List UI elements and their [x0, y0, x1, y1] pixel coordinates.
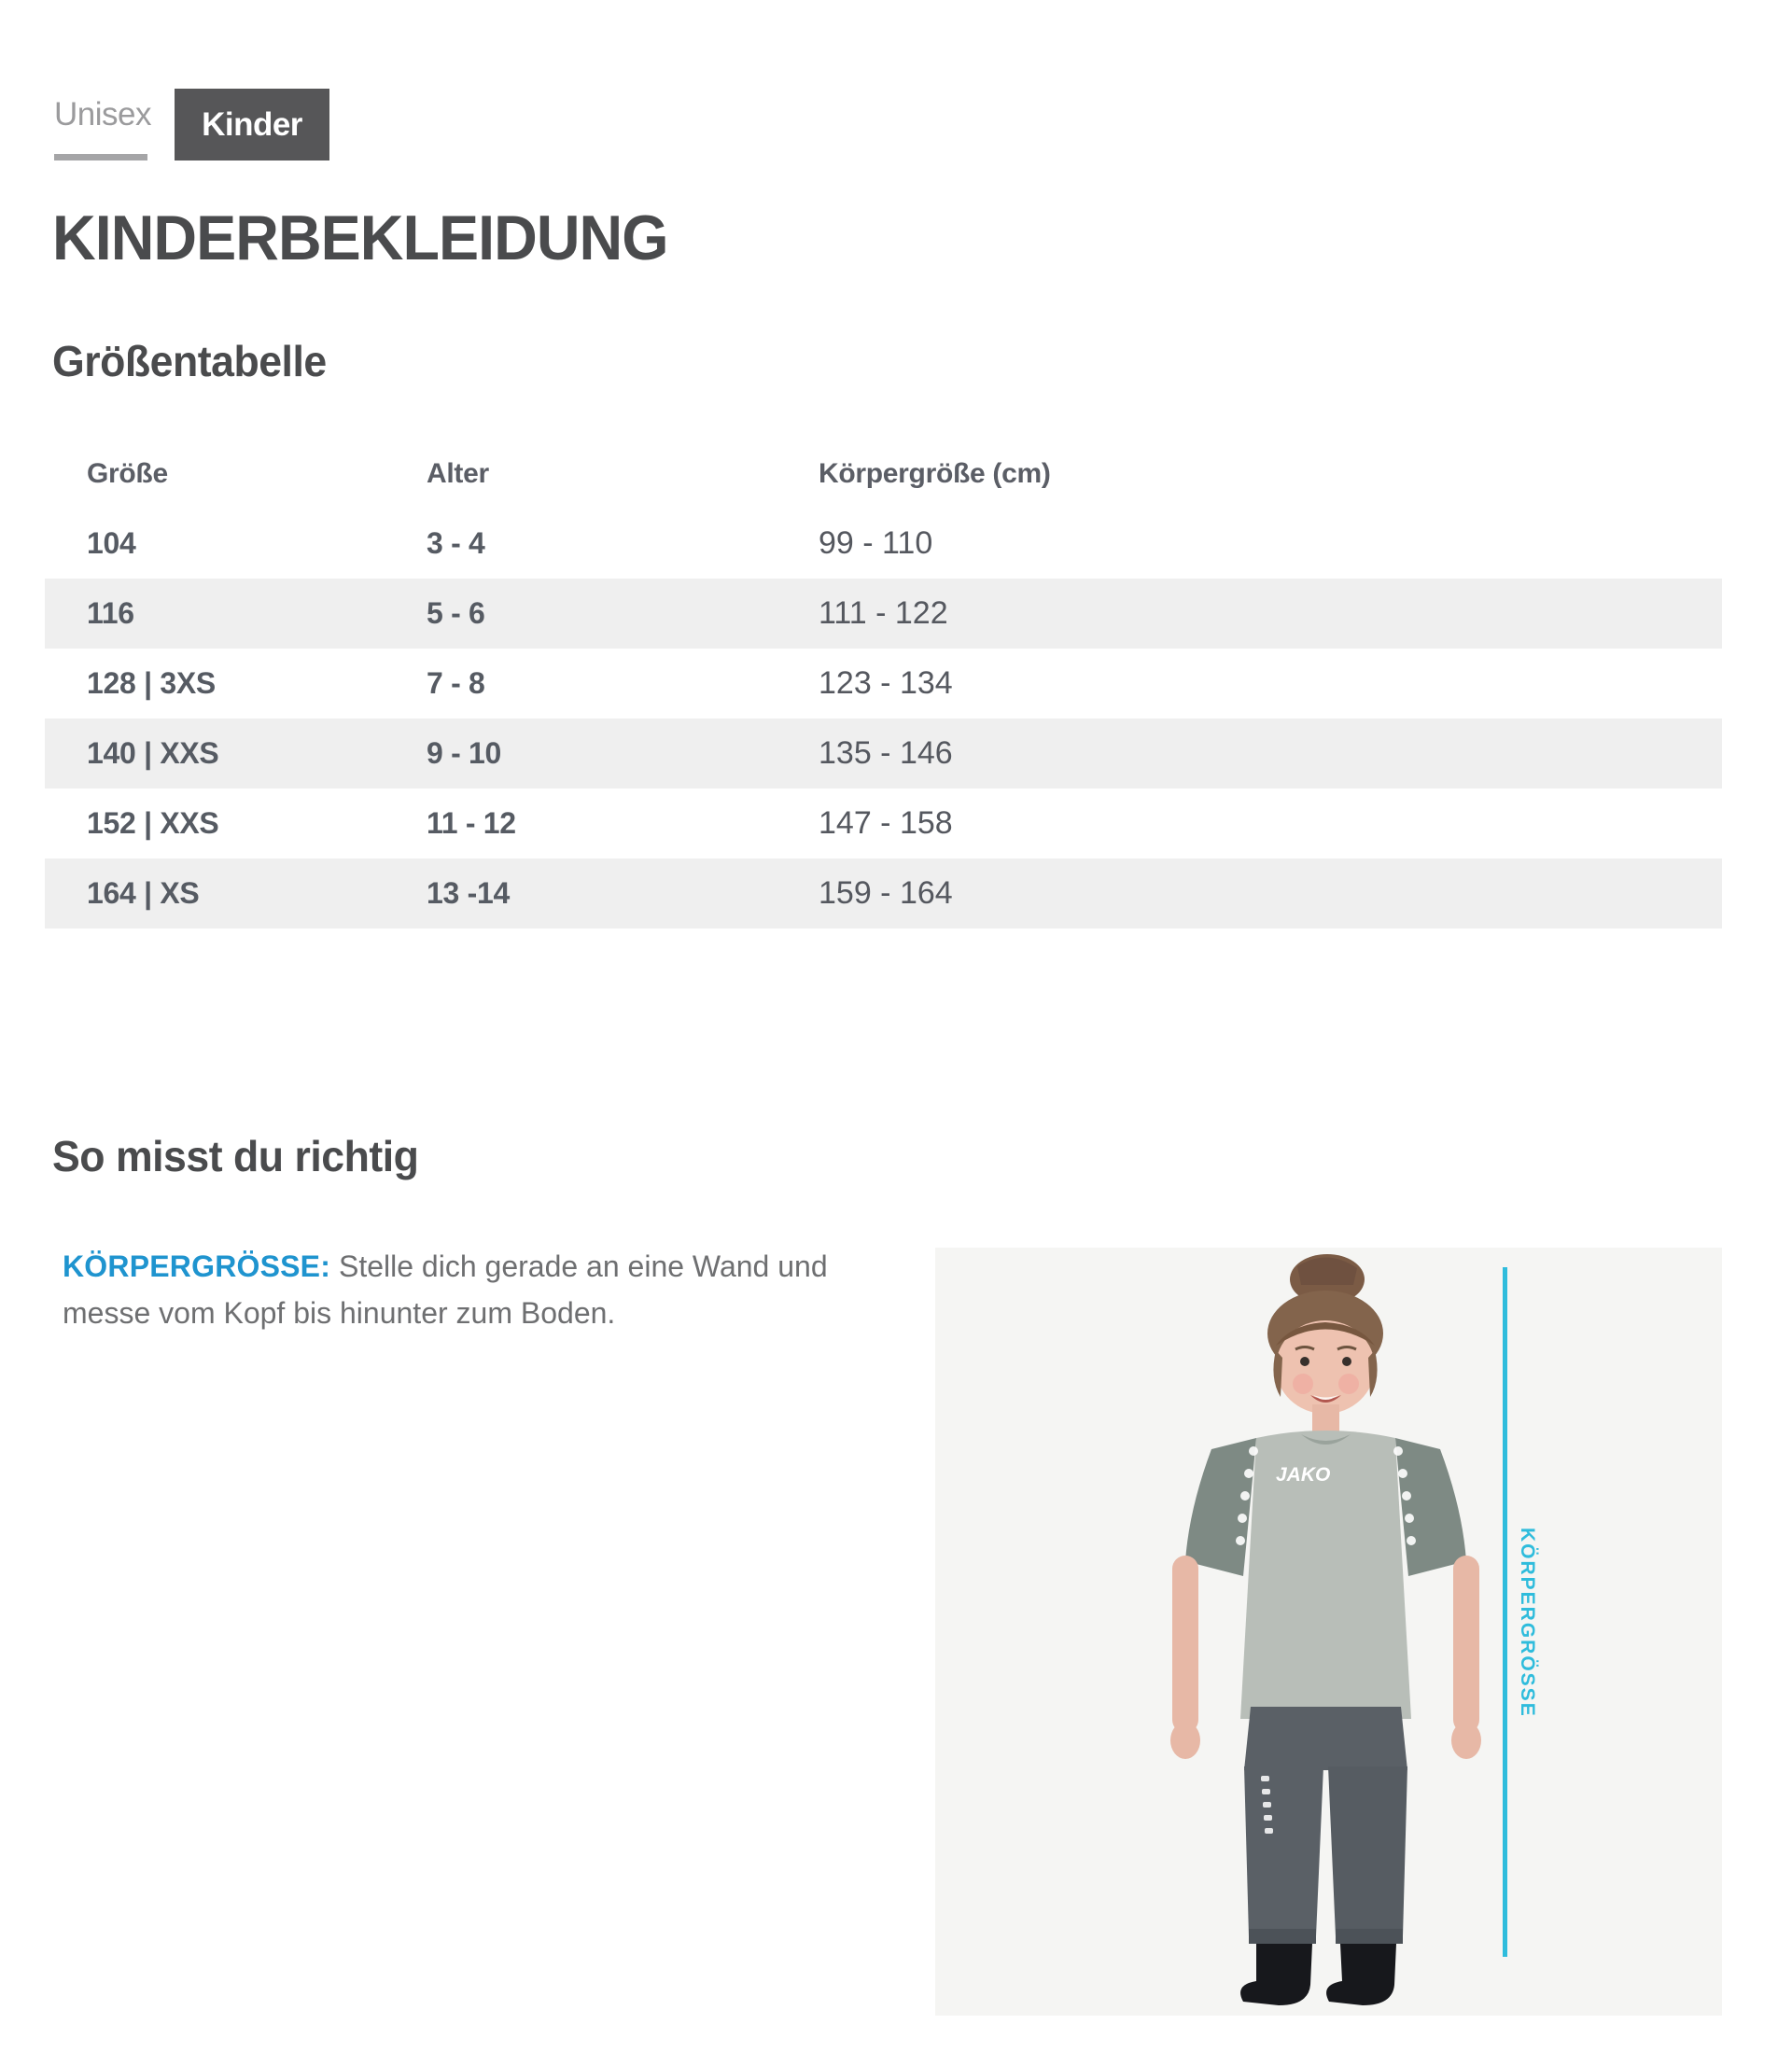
table-row [45, 649, 1722, 719]
tab-unisex[interactable]: Unisex [54, 96, 151, 133]
cell-alter: 5 - 6 [427, 596, 485, 630]
column-header-koerpergroesse: Körpergröße (cm) [819, 457, 1051, 489]
child-photo [935, 1248, 1722, 2016]
size-table [45, 439, 1722, 928]
table-row [45, 789, 1722, 859]
measure-description: Stelle dich gerade an eine Wand und messe vom Kopf bis hinunter zum Boden. [63, 1249, 828, 1330]
cell-koerpergroesse: 135 - 146 [819, 735, 953, 771]
table-row [45, 859, 1722, 928]
measure-label: KÖRPERGRÖSSE: [63, 1249, 331, 1283]
page-title: KINDERBEKLEIDUNG [52, 202, 668, 273]
measure-illustration [935, 1248, 1722, 2016]
measure-paragraph [63, 1243, 837, 1336]
cell-koerpergroesse: 123 - 134 [819, 665, 953, 701]
cell-alter: 3 - 4 [427, 526, 485, 560]
size-table-heading: Größentabelle [52, 337, 327, 385]
shirt-logo: JAKO [1276, 1464, 1331, 1486]
table-row [45, 719, 1722, 789]
column-header-groesse: Größe [87, 457, 168, 489]
cell-groesse: 152 | XXS [87, 806, 219, 840]
cell-koerpergroesse: 147 - 158 [819, 805, 953, 841]
cell-groesse: 164 | XS [87, 876, 200, 910]
cell-koerpergroesse: 99 - 110 [819, 525, 933, 561]
cell-alter: 9 - 10 [427, 736, 502, 770]
height-measure-line [1503, 1267, 1507, 1957]
cell-groesse: 140 | XXS [87, 736, 219, 770]
cell-alter: 11 - 12 [427, 806, 516, 840]
table-row [45, 509, 1722, 579]
size-table-body [45, 509, 1722, 928]
tab-unisex-underline [54, 154, 147, 161]
cell-koerpergroesse: 159 - 164 [819, 875, 953, 911]
cell-koerpergroesse: 111 - 122 [819, 595, 948, 631]
cell-alter: 7 - 8 [427, 666, 485, 700]
measure-heading: So misst du richtig [52, 1132, 419, 1180]
cell-groesse: 116 [87, 596, 134, 630]
cell-alter: 13 -14 [427, 876, 510, 910]
height-measure-vertical-label: KÖRPERGRÖSSE [1517, 1528, 1538, 1718]
cell-groesse: 104 [87, 526, 136, 560]
tab-kinder[interactable]: Kinder [175, 89, 329, 161]
size-table-header-row [45, 439, 1722, 509]
column-header-alter: Alter [427, 457, 489, 489]
cell-groesse: 128 | 3XS [87, 666, 216, 700]
table-row [45, 579, 1722, 649]
